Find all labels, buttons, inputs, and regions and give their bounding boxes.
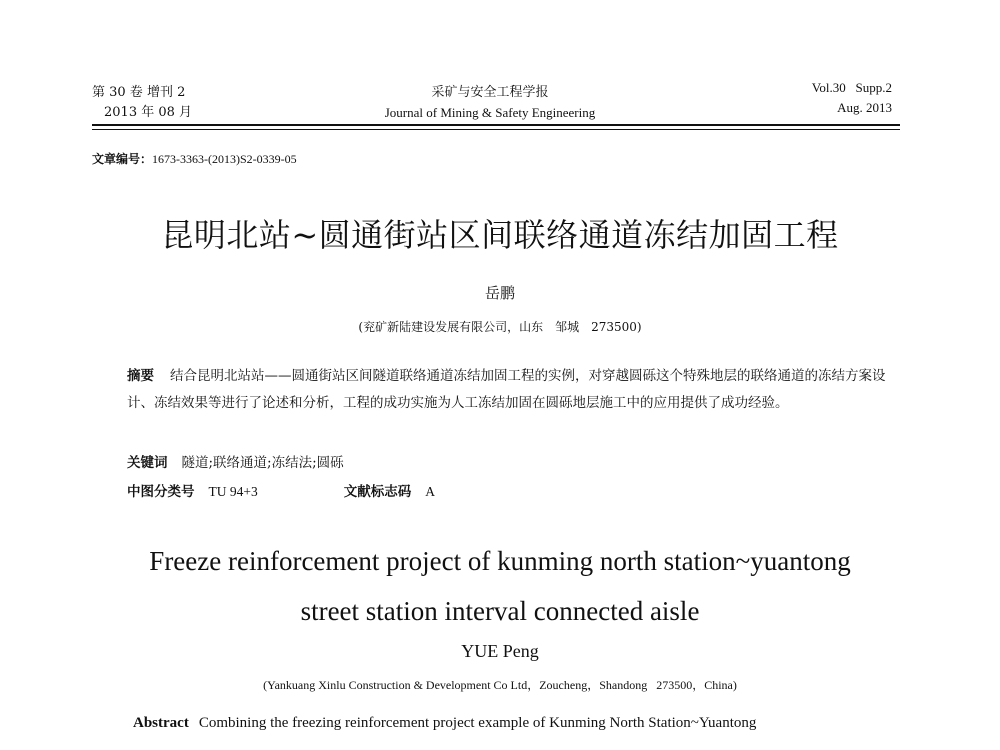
affiliation-en: (Yankuang Xinlu Construction & Development Co Ltd，Zoucheng，Shandong 273500，China) — [263, 678, 737, 692]
affiliation-cn: (兖矿新陆建设发展有限公司，山东 邹城 273500) — [358, 320, 642, 334]
title-en — [0, 536, 1000, 636]
author-en: YUE Peng — [461, 641, 539, 661]
title-en-line1: Freeze reinforcement project of kunming north station~yuantong — [149, 546, 851, 576]
article-number — [92, 150, 297, 167]
abstract-cn-label: 摘要 — [127, 368, 154, 384]
header-journal — [360, 83, 620, 123]
header-volume-en-text: Vol.30 Supp.2 — [811, 80, 892, 95]
abstract-en — [133, 712, 893, 734]
abstract-en-label: Abstract — [133, 715, 189, 731]
article-number-label: 文章编号： — [92, 152, 153, 166]
doc-code-label: 文献标志码 — [343, 484, 412, 500]
classification — [127, 480, 435, 500]
title-cn: 昆明北站~圆通街站区间联络通道冻结加固工程 — [161, 216, 839, 254]
article-number-value: 1673-3363-(2013)S2-0339-05 — [152, 152, 297, 166]
header-rule-thin — [92, 129, 900, 130]
header-volume-cn-text: 第 30 卷 增刊 2 — [92, 85, 186, 100]
author-cn: 岳鹏 — [484, 284, 515, 302]
abstract-en-text: Combining the freezing reinforcement project example of Kunming North Station~Yuantong — [198, 715, 757, 731]
doc-code-value: A — [425, 484, 435, 499]
header-date-cn: 2013 年 08 月 — [104, 105, 193, 120]
clc-value: TU 94+3 — [208, 484, 258, 499]
header-volume-en — [812, 78, 892, 118]
header-date-en: Aug. 2013 — [837, 100, 892, 115]
keywords-text: 隧道;联络通道;冻结法;圆砾 — [181, 455, 344, 471]
title-en-line2: street station interval connected aisle — [300, 596, 700, 626]
header-rule-thick — [92, 124, 900, 126]
keywords — [127, 451, 344, 471]
keywords-label: 关键词 — [127, 455, 168, 471]
header-volume-cn — [92, 83, 192, 123]
journal-name-en: Journal of Mining & Safety Engineering — [384, 105, 596, 120]
journal-name-cn: 采矿与安全工程学报 — [431, 85, 549, 100]
clc-label: 中图分类号 — [127, 484, 195, 500]
abstract-cn — [127, 363, 887, 417]
abstract-cn-text: 结合昆明北站站——圆通街站区间隧道联络通道冻结加固工程的实例，对穿越圆砾这个特殊地层的联络通道的冻结方案设计、冻结效果等进行了论述和分析，工程的成功实施为人工冻结加固在圆砾地层施工中的应用提供了成功经验。 — [127, 368, 886, 411]
